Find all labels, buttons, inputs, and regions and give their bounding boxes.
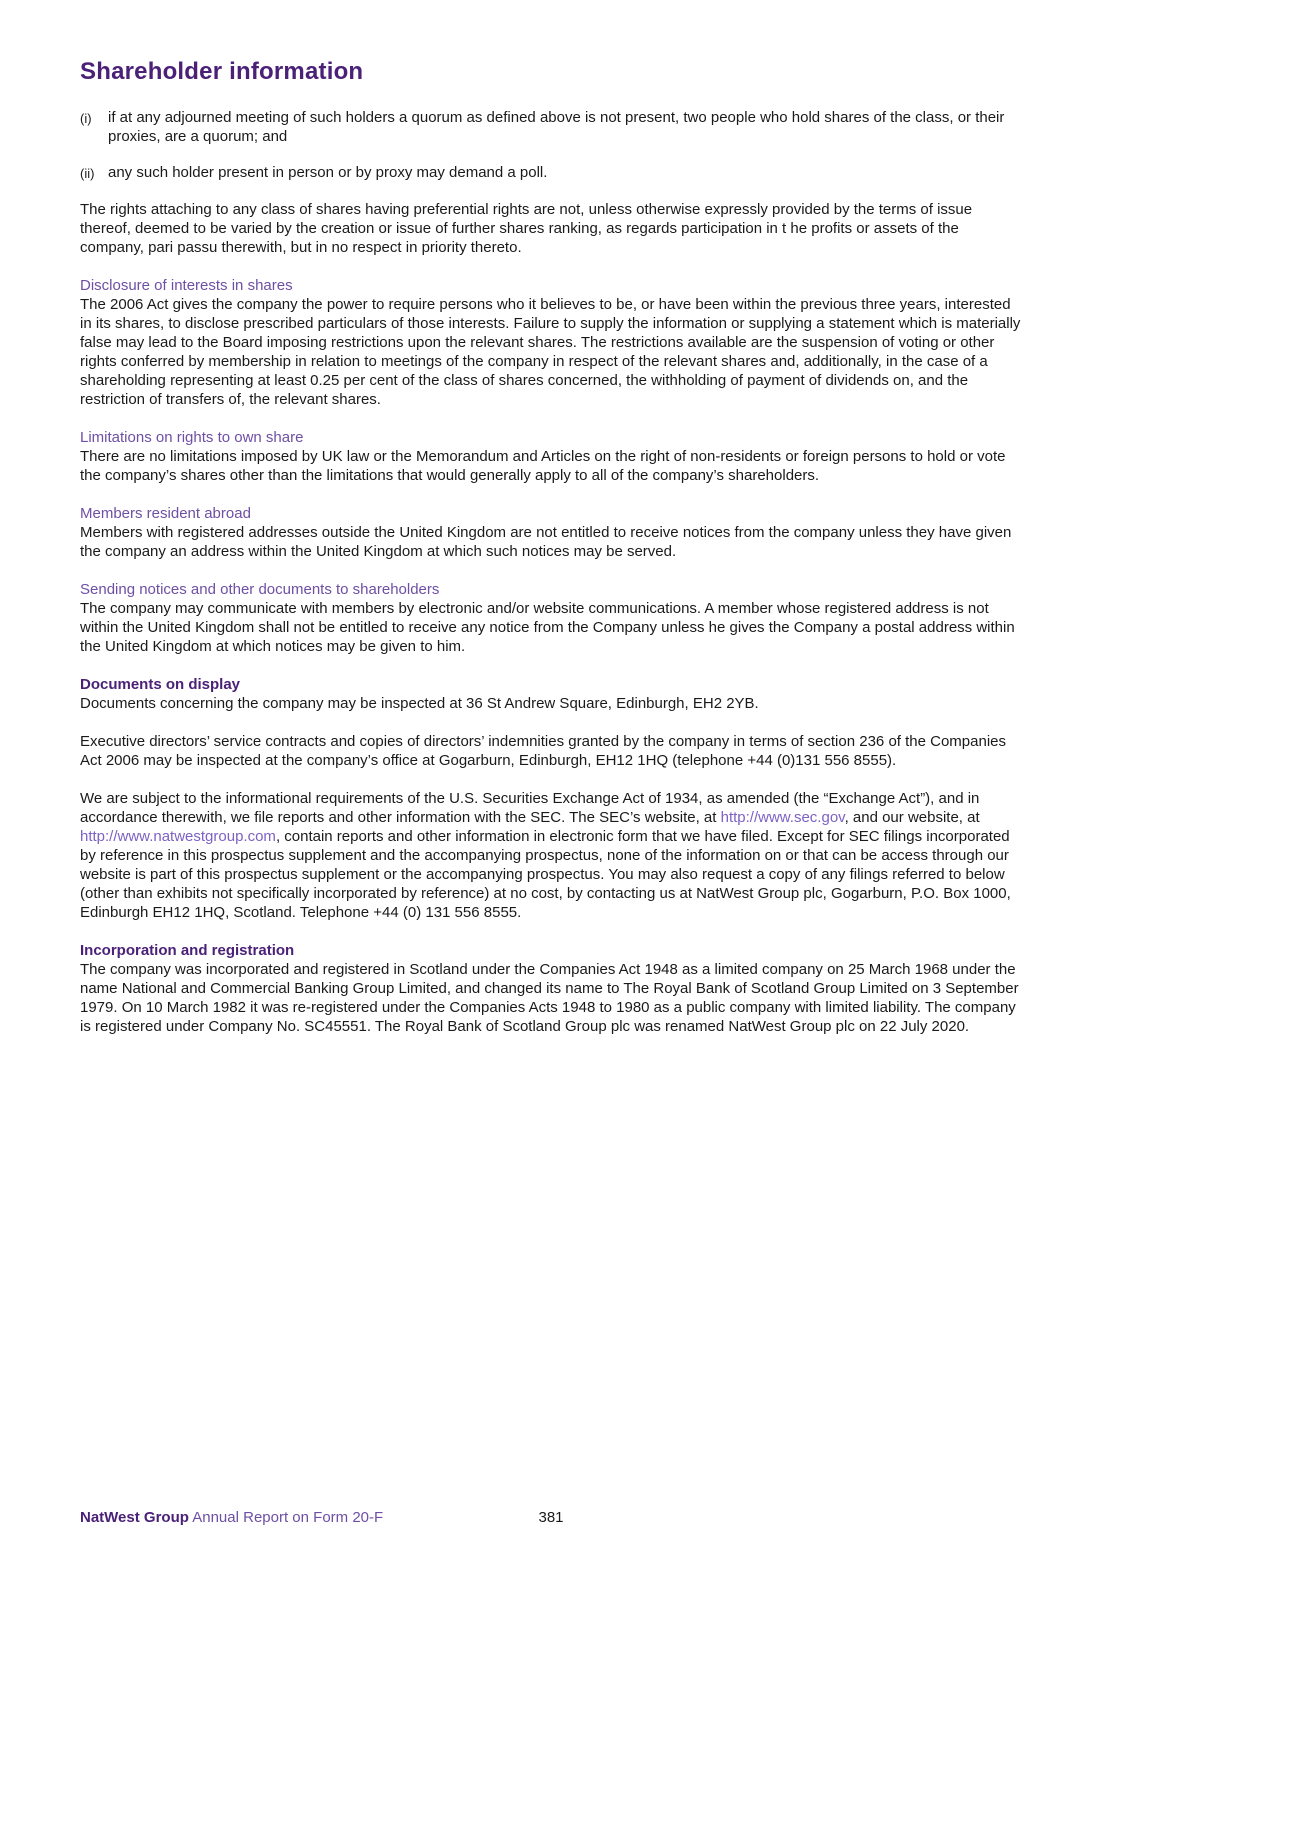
section-heading-limitations-on-rights: Limitations on rights to own share bbox=[80, 429, 304, 446]
page-content bbox=[80, 58, 1022, 1055]
paragraph-text-segment: , contain reports and other information in electronic form that we have filed. Except for SEC filings incorporated by reference in this prospectus supplement and the accompanying prospectus, none of the information on or that can be access through our website is part of this prospectus supplement or the accompanying prospectus. You may also request a copy of any filings referred to below (other than exhibits not specifically incorporated by reference) at no cost, by contacting us at NatWest Group plc, Gogarburn, P.O. Box 1000, Edinburgh EH12 1HQ, Scotland. Telephone +44 (0) 131 556 8555. bbox=[80, 828, 1011, 921]
list-marker: (i) bbox=[80, 111, 92, 126]
paragraph-text-segment: , and our website, at bbox=[844, 809, 980, 826]
section-body-incorporation: The company was incorporated and registered in Scotland under the Companies Act 1948 as a limited company on 25 March 1968 under the name National and Commercial Banking Group Limited, and changed its name to The Royal Bank of Scotland Group Limited on 3 September 1979. On 10 March 1982 it was re-registered under the Companies Acts 1948 to 1980 as a public company with limited liability. The company is registered under Company No. SC45551. The Royal Bank of Scotland Group plc was renamed NatWest Group plc on 22 July 2020. bbox=[80, 961, 1019, 1035]
list-item-text: any such holder present in person or by proxy may demand a poll. bbox=[108, 164, 548, 181]
paragraph-directors-contracts: Executive directors’ service contracts and copies of directors’ indemnities granted by the company in terms of section 236 of the Companies Act 2006 may be inspected at the company’s office at Gogarburn, Edinburgh, EH12 1HQ (telephone +44 (0)131 556 8555). bbox=[80, 733, 1007, 769]
section-heading-disclosure-of-interests: Disclosure of interests in shares bbox=[80, 277, 293, 294]
section-heading-sending-notices: Sending notices and other documents to shareholders bbox=[80, 581, 440, 598]
footer-brand: NatWest Group bbox=[80, 1509, 189, 1526]
section-body-disclosure-of-interests: The 2006 Act gives the company the power to require persons who it believes to be, or have been within the previous three years, interested in its shares, to disclose prescribed particulars of those interests. Failure to supply the information or supplying a statement which is materially false may lead to the Board imposing restrictions upon the relevant shares. The restrictions available are the suspension of voting or other rights conferred by membership in relation to meetings of the company in respect of the relevant shares and, additionally, in the case of a shareholding representing at least 0.25 per cent of the class of shares concerned, the withholding of payment of dividends on, and the restriction of transfers of, the relevant shares. bbox=[80, 296, 1021, 408]
section-body-limitations-on-rights: There are no limitations imposed by UK law or the Memorandum and Articles on the right of non-residents or foreign persons to hold or vote the company’s shares other than the limitations that would generally apply to all of the company’s shareholders. bbox=[80, 448, 1006, 484]
list-item-i bbox=[80, 108, 1022, 146]
list-marker: (ii) bbox=[80, 166, 95, 181]
paragraph-sec-requirements bbox=[80, 789, 1022, 922]
footer-page-number: 381 bbox=[538, 1509, 564, 1526]
paragraph-text-segment: We are subject to the informational requirements of the U.S. Securities Exchange Act of 1934, as amended (the “Exchange Act”), and in accordance therewith, we file reports and other information with the SEC. The SEC’s website, at bbox=[80, 790, 980, 826]
paragraph-rights-attaching: The rights attaching to any class of shares having preferential rights are not, unless otherwise expressly provided by the terms of issue thereof, deemed to be varied by the creation or issue of further shares ranking, as regards participation in t he profits or assets of the company, pari passu therewith, but in no respect in priority thereto. bbox=[80, 201, 973, 256]
section-heading-members-resident-abroad: Members resident abroad bbox=[80, 505, 251, 522]
section-heading-incorporation: Incorporation and registration bbox=[80, 942, 295, 959]
page-title: Shareholder information bbox=[80, 58, 364, 85]
footer-report-title: Annual Report on Form 20-F bbox=[188, 1509, 384, 1526]
section-heading-documents-on-display: Documents on display bbox=[80, 676, 241, 693]
hyperlink[interactable]: http://www.natwestgroup.com bbox=[80, 828, 276, 845]
list-item-ii bbox=[80, 163, 1022, 183]
section-body-members-resident-abroad: Members with registered addresses outside the United Kingdom are not entitled to receive notices from the company unless they have given the company an address within the United Kingdom at which such notices may be served. bbox=[80, 524, 1012, 560]
footer-report-info bbox=[80, 1508, 383, 1527]
list-item-text: if at any adjourned meeting of such holders a quorum as defined above is not present, two people who hold shares of the class, or their proxies, are a quorum; and bbox=[108, 109, 1005, 145]
section-body-sending-notices: The company may communicate with members by electronic and/or website communications. A member whose registered address is not within the United Kingdom shall not be entitled to receive any notice from the Company unless he gives the Company a postal address within the United Kingdom at which notices may be given to him. bbox=[80, 600, 1015, 655]
hyperlink[interactable]: http://www.sec.gov bbox=[720, 809, 845, 826]
paragraph-documents-inspection: Documents concerning the company may be inspected at 36 St Andrew Square, Edinburgh, EH2 2YB. bbox=[80, 695, 759, 712]
